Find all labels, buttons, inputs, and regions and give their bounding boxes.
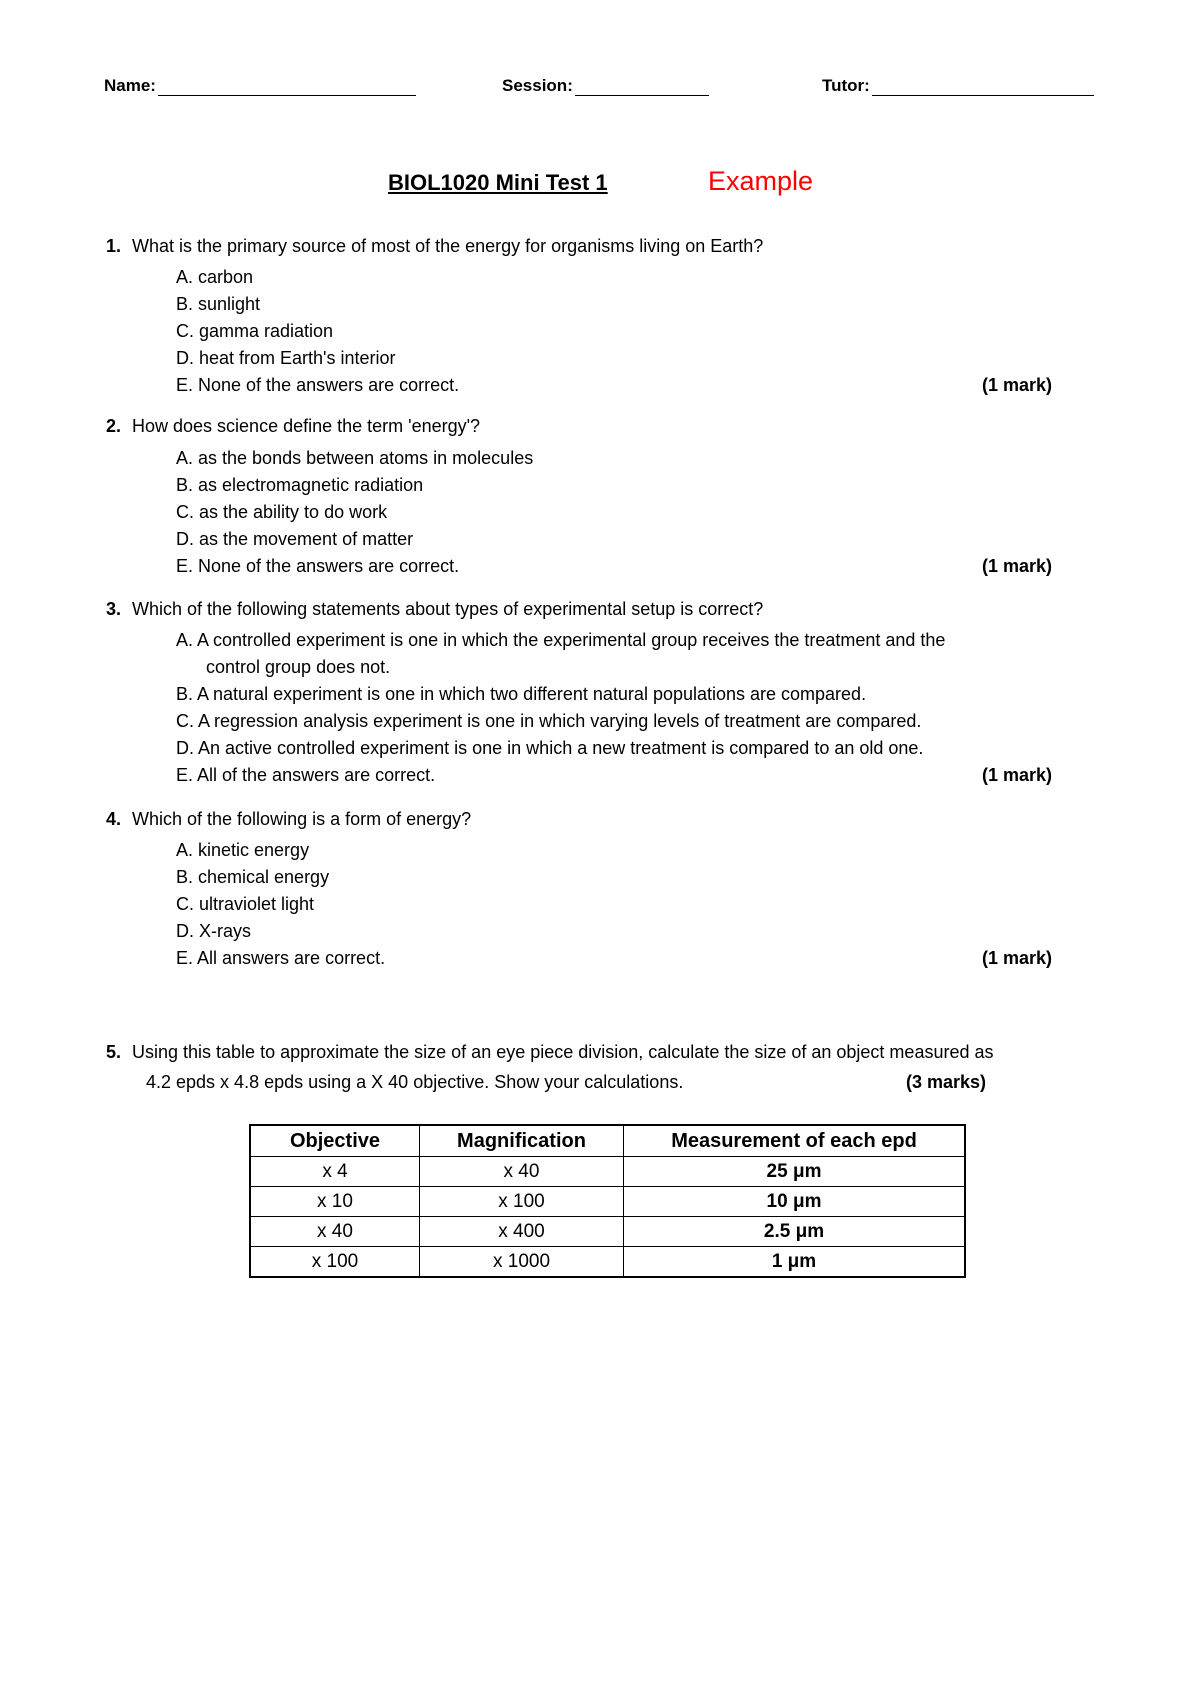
test-title: BIOL1020 Mini Test 1 (388, 170, 608, 195)
header-fields (0, 76, 1200, 102)
question-2-options (176, 445, 1166, 580)
question-text: What is the primary source of most of the energy for organisms living on Earth? (132, 236, 764, 256)
session-field[interactable] (502, 76, 709, 96)
option-b[interactable]: B. chemical energy (176, 867, 330, 887)
question-3-options (176, 627, 1166, 789)
question-4 (106, 805, 1106, 833)
question-number: 3. (106, 599, 122, 619)
marks-label: (1 mark) (982, 948, 1053, 968)
option-c[interactable]: C. gamma radiation (176, 321, 334, 341)
table-row (250, 1247, 965, 1278)
table-row (250, 1157, 965, 1187)
option-c[interactable]: C. A regression analysis experiment is one in which varying levels of treatment are compared. (176, 711, 922, 731)
cell-measurement: 10 μm (624, 1187, 966, 1217)
question-5 (106, 1038, 1166, 1096)
option-a[interactable]: A. kinetic energy (176, 840, 310, 860)
cell-objective: x 100 (250, 1247, 420, 1278)
option-e[interactable]: E. None of the answers are correct. (176, 375, 460, 395)
option-a[interactable]: A. A controlled experiment is one in which the experimental group receives the treatment and the (176, 630, 946, 650)
example-label: Example (708, 166, 814, 196)
question-text: Which of the following is a form of energy? (132, 809, 472, 829)
tutor-field[interactable] (822, 76, 1094, 96)
option-b[interactable]: B. A natural experiment is one in which two different natural populations are compared. (176, 684, 867, 704)
cell-objective: x 40 (250, 1217, 420, 1247)
table-header-row (250, 1125, 965, 1157)
option-d[interactable]: D. as the movement of matter (176, 529, 414, 549)
session-label: Session: (502, 76, 573, 95)
question-number: 5. (106, 1042, 122, 1062)
column-header-objective: Objective (250, 1125, 420, 1157)
option-d[interactable]: D. heat from Earth's interior (176, 348, 396, 368)
marks-label: (3 marks) (906, 1072, 987, 1092)
table-row (250, 1187, 965, 1217)
option-d[interactable]: D. X-rays (176, 921, 252, 941)
cell-magnification: x 100 (420, 1187, 624, 1217)
question-text: Using this table to approximate the size of an eye piece division, calculate the size of an object measured as (132, 1042, 994, 1062)
table-row (250, 1217, 965, 1247)
name-blank-line[interactable] (158, 77, 416, 96)
option-e[interactable]: E. None of the answers are correct. (176, 556, 460, 576)
option-a-continued[interactable]: control group does not. (176, 657, 391, 677)
question-3 (106, 595, 1106, 623)
question-2 (106, 412, 1106, 440)
cell-measurement: 1 μm (624, 1247, 966, 1278)
option-b[interactable]: B. sunlight (176, 294, 261, 314)
name-label: Name: (104, 76, 156, 95)
question-number: 2. (106, 416, 122, 436)
cell-objective: x 10 (250, 1187, 420, 1217)
option-a[interactable]: A. as the bonds between atoms in molecules (176, 448, 534, 468)
option-c[interactable]: C. as the ability to do work (176, 502, 388, 522)
tutor-label: Tutor: (822, 76, 870, 95)
question-1 (106, 232, 1106, 260)
marks-label: (1 mark) (982, 375, 1053, 395)
session-blank-line[interactable] (575, 77, 709, 96)
option-e[interactable]: E. All answers are correct. (176, 948, 386, 968)
name-field[interactable] (104, 76, 416, 96)
epd-table (249, 1124, 966, 1278)
question-1-options (176, 264, 1166, 399)
option-c[interactable]: C. ultraviolet light (176, 894, 315, 914)
cell-magnification: x 400 (420, 1217, 624, 1247)
question-text-continued: 4.2 epds x 4.8 epds using a X 40 objective. Show your calculations. (146, 1072, 684, 1092)
column-header-measurement: Measurement of each epd (624, 1125, 966, 1157)
option-d[interactable]: D. An active controlled experiment is one in which a new treatment is compared to an old one. (176, 738, 924, 758)
cell-measurement: 2.5 μm (624, 1217, 966, 1247)
option-a[interactable]: A. carbon (176, 267, 254, 287)
question-text: Which of the following statements about types of experimental setup is correct? (132, 599, 764, 619)
question-text: How does science define the term 'energy'? (132, 416, 481, 436)
option-b[interactable]: B. as electromagnetic radiation (176, 475, 424, 495)
marks-label: (1 mark) (982, 765, 1053, 785)
cell-measurement: 25 μm (624, 1157, 966, 1187)
tutor-blank-line[interactable] (872, 77, 1094, 96)
column-header-magnification: Magnification (420, 1125, 624, 1157)
question-4-options (176, 837, 1166, 972)
cell-objective: x 4 (250, 1157, 420, 1187)
option-e[interactable]: E. All of the answers are correct. (176, 765, 436, 785)
cell-magnification: x 1000 (420, 1247, 624, 1278)
question-number: 4. (106, 809, 122, 829)
question-number: 1. (106, 236, 122, 256)
cell-magnification: x 40 (420, 1157, 624, 1187)
marks-label: (1 mark) (982, 556, 1053, 576)
